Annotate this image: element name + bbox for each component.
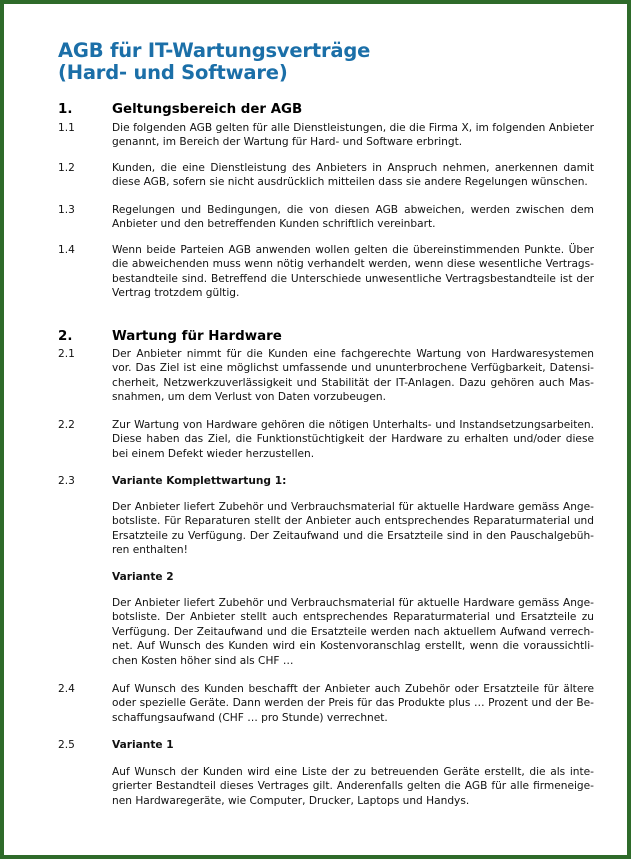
item-body	[112, 243, 594, 301]
item-body	[112, 418, 594, 461]
item-number: 2.4	[58, 683, 75, 695]
text-line: die abweichenden muss wenn nötig verhandelt werden, wenn diese wesentliche Vertrags-	[112, 258, 594, 271]
item-number: 2.3	[58, 475, 75, 487]
text-line: Zur Wartung von Hardware gehören die nötigen Unterhalts- und Instandsetzungsarbeiten.	[112, 419, 594, 431]
item-heading: Variante 2	[112, 571, 174, 583]
text-line: nen Hardwaregeräte, wie Computer, Drucker, Laptops und Handys.	[112, 794, 470, 807]
item-body	[112, 347, 594, 405]
item-number: 1.4	[58, 244, 75, 256]
section-number: 2.	[58, 329, 73, 344]
text-line: Regelungen und Bedingungen, die von diesen AGB abweichen, werden zwischen dem	[112, 204, 594, 216]
document-title	[58, 40, 370, 84]
text-line: diese AGB, sofern sie nicht ausdrücklich mitteilen dass sie andere Regelungen wünschen.	[112, 176, 588, 189]
item-body	[112, 596, 594, 668]
text-line: genannt, im Bereich der Wartung für Hard- und Software erbringt.	[112, 136, 463, 149]
text-line: botsliste. Für Reparaturen stellt der Anbieter auch entsprechendes Reparaturmaterial und	[112, 515, 594, 528]
text-line: net. Auf Wunsch des Kunden wird ein Kostenvoranschlag erstellt, wenn die voraussichtli-	[112, 640, 594, 653]
item-body	[112, 203, 594, 232]
item-body	[112, 765, 594, 808]
text-line: chen Kosten höher sind als CHF …	[112, 654, 294, 667]
text-line: grierter Bestandteil dieses Vertrages gilt. Anderenfalls gelten die AGB für alle firmeneige-	[112, 780, 594, 793]
item-body	[112, 121, 594, 150]
item-heading: Variante 1	[112, 739, 174, 751]
text-line: Vertrag trotzdem gültig.	[112, 287, 240, 300]
text-line: Der Anbieter liefert Zubehör und Verbrauchsmaterial für aktuelle Hardware gemäss Ange-	[112, 597, 594, 609]
text-line: Der Anbieter nimmt für die Kunden eine fachgerechte Wartung von Hardwaresystemen	[112, 348, 594, 360]
text-line: Anbieter und den betreffenden Kunden schriftlich vereinbart.	[112, 218, 436, 231]
section-title: Geltungsbereich der AGB	[112, 102, 303, 117]
text-line: cherheit, Netzwerkzuverlässigkeit und Stabilität der IT-Anlagen. Dazu gehören auch Mas-	[112, 376, 594, 389]
text-line: Diese haben das Ziel, die Funktionstüchtigkeit der Hardware zu erhalten und/oder diese	[112, 433, 594, 446]
text-line: oder spezielle Geräte. Dann werden der Preis für das Produkte plus … Prozent und der Be-	[112, 697, 594, 710]
item-number: 1.3	[58, 204, 75, 216]
text-line: schaffungsaufwand (CHF … pro Stunde) verrechnet.	[112, 711, 388, 724]
text-line: bei einem Defekt wieder herzustellen.	[112, 447, 315, 460]
text-line: Verfügung. Der Zeitaufwand und die Ersatzteile werden nach aktuellem Aufwand verrech-	[112, 625, 594, 638]
text-line: Auf Wunsch des Kunden beschafft der Anbieter auch Zubehör oder Ersatzteile für ältere	[112, 683, 594, 695]
item-body	[112, 500, 594, 558]
text-line: Auf Wunsch der Kunden wird eine Liste der zu betreuenden Geräte erstellt, die als inte-	[112, 766, 594, 778]
text-line: ren enthalten!	[112, 544, 188, 557]
item-body	[112, 474, 594, 488]
text-line: vor. Das Ziel ist eine möglichst umfassende und ununterbrochene Verfügbarkeit, Datensi-	[112, 362, 594, 375]
text-line: bestandteile sind. Betreffend die Unterschiede unwesentliche Vertragsbestandteile ist der	[112, 272, 594, 285]
item-body	[112, 570, 594, 584]
text-line: snahmen, um dem Verlust von Daten vorzubeugen.	[112, 391, 386, 404]
section-number: 1.	[58, 102, 73, 117]
item-number: 1.2	[58, 162, 75, 174]
item-body	[112, 738, 594, 752]
item-number: 2.2	[58, 419, 75, 431]
item-number: 2.5	[58, 739, 75, 751]
text-line: Die folgenden AGB gelten für alle Dienstleistungen, die die Firma X, im folgenden Anbieter	[112, 122, 594, 134]
item-heading: Variante Komplettwartung 1:	[112, 475, 287, 487]
document-page	[4, 4, 627, 855]
item-number: 2.1	[58, 348, 75, 360]
text-line: Wenn beide Parteien AGB anwenden wollen gelten die übereinstimmenden Punkte. Über	[112, 244, 594, 256]
title-line-1: AGB für IT-Wartungsverträge	[58, 39, 371, 62]
text-line: Ersatzteile zu Verfügung. Der Zeitaufwand und die Ersatzteile sind in den Pauschalgebüh-	[112, 529, 594, 542]
text-line: Der Anbieter liefert Zubehör und Verbrauchsmaterial für aktuelle Hardware gemäss Ange-	[112, 501, 594, 513]
title-line-2: (Hard- und Software)	[58, 61, 288, 84]
item-body	[112, 161, 594, 190]
section-title: Wartung für Hardware	[112, 329, 282, 344]
text-line: Kunden, die eine Dienstleistung des Anbieters in Anspruch nehmen, anerkennen damit	[112, 162, 594, 174]
text-line: botsliste. Der Anbieter stellt auch entsprechendes Reparaturmaterial und Ersatzteile zu	[112, 611, 594, 624]
item-body	[112, 682, 594, 725]
item-number: 1.1	[58, 122, 75, 134]
